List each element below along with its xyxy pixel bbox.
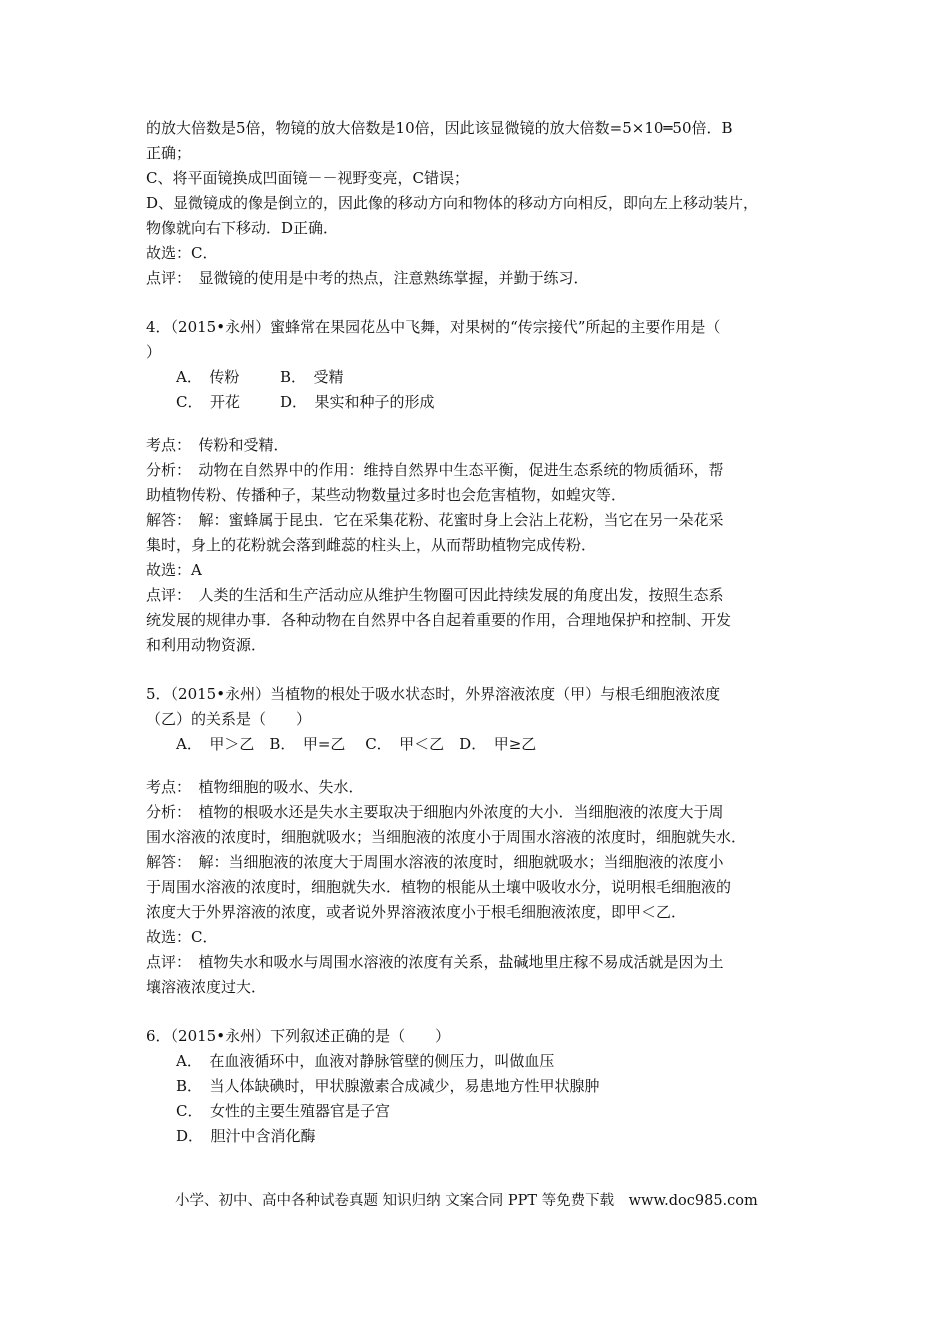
q6-option-a: A． 在血液循环中，血液对静脉管壁的侧压力，叫做血压 <box>176 1052 555 1070</box>
q4-key-point: 考点： 传粉和受精． <box>146 436 289 454</box>
q4-option-a: A． 传粉 <box>176 368 240 386</box>
q4-option-c: C． 开花 <box>176 393 240 411</box>
q5-stem-continued: （乙）的关系是（ ） <box>146 710 312 728</box>
q5-stem: 5．（2015•永州）当植物的根处于吸水状态时，外界溶液浓度（甲）与根毛细胞液浓度 <box>146 685 721 703</box>
q3-explanation-line: D、显微镜成的像是倒立的，因此像的移动方向和物体的移动方向相反，即向左上移动装片， <box>146 194 759 212</box>
q5-solution: 于周围水溶液的浓度时，细胞就失水．植物的根能从土壤中吸收水分，说明根毛细胞液的 <box>146 878 732 896</box>
q4-solution: 解答： 解：蜜蜂属于昆虫．它在采集花粉、花蜜时身上会沾上花粉，当它在另一朵花采 <box>146 511 724 529</box>
q4-options-row-1 <box>146 365 826 390</box>
q4-option-b: B． 受精 <box>280 368 344 386</box>
q3-explanation-line: C、将平面镜换成凹面镜－－视野变亮，C错误； <box>146 169 469 187</box>
q3-review: 点评： 显微镜的使用是中考的热点，注意熟练掌握，并勤于练习． <box>146 269 589 287</box>
document-page <box>146 116 826 1149</box>
q4-review: 点评： 人类的生活和生产活动应从维护生物圈可因此持续发展的角度出发，按照生态系 <box>146 586 724 604</box>
q4-review: 统发展的规律办事．各种动物在自然界中各自起着重要的作用，合理地保护和控制、开发 <box>146 611 732 629</box>
q3-explanation-line: 物像就向右下移动．D正确． <box>146 219 339 237</box>
q4-stem: 4．（2015•永州）蜜蜂常在果园花丛中飞舞，对果树的“传宗接代”所起的主要作用是（ <box>146 318 721 336</box>
q5-solution: 浓度大于外界溶液的浓度，或者说外界溶液浓度小于根毛细胞液浓度，即甲＜乙． <box>146 903 687 921</box>
q5-options: A． 甲＞乙 B． 甲=乙 C． 甲＜乙 D． 甲≥乙 <box>176 735 537 753</box>
q6-option-b: B． 当人体缺碘时，甲状腺激素合成减少，易患地方性甲状腺肿 <box>176 1077 600 1095</box>
q4-analysis: 分析： 动物在自然界中的作用：维持自然界中生态平衡，促进生态系统的物质循环，帮 <box>146 461 724 479</box>
page-footer: 小学、初中、高中各种试卷真题 知识归纳 文案合同 PPT 等免费下载 www.doc985.com <box>175 1193 758 1209</box>
q5-answer: 故选：C． <box>146 928 218 946</box>
q5-review: 点评： 植物失水和吸水与周围水溶液的浓度有关系，盐碱地里庄稼不易成活就是因为土 <box>146 953 724 971</box>
q5-analysis: 分析： 植物的根吸水还是失水主要取决于细胞内外浓度的大小．当细胞液的浓度大于周 <box>146 803 724 821</box>
q5-analysis: 围水溶液的浓度时，细胞就吸水；当细胞液的浓度小于周围水溶液的浓度时，细胞就失水． <box>146 828 747 846</box>
q3-answer: 故选：C． <box>146 244 218 262</box>
q6-option-c: C． 女性的主要生殖器官是子宫 <box>176 1102 390 1120</box>
q3-explanation-line: 正确； <box>146 144 192 162</box>
q4-stem-continued: ） <box>146 343 162 361</box>
q6-option-d: D． 胆汁中含消化酶 <box>176 1127 316 1145</box>
q4-option-d: D． 果实和种子的形成 <box>280 393 435 411</box>
q6-stem: 6．（2015•永州）下列叙述正确的是（ ） <box>146 1027 451 1045</box>
q5-solution: 解答： 解：当细胞液的浓度大于周围水溶液的浓度时，细胞就吸水；当细胞液的浓度小 <box>146 853 724 871</box>
q4-answer: 故选：A <box>146 561 202 579</box>
q4-review: 和利用动物资源． <box>146 636 267 654</box>
q5-key-point: 考点： 植物细胞的吸水、失水． <box>146 778 364 796</box>
q4-options-row-2 <box>146 390 826 415</box>
q3-explanation-line: 的放大倍数是5倍，物镜的放大倍数是10倍，因此该显微镜的放大倍数=5×10═50倍．B <box>146 119 733 137</box>
q5-review: 壤溶液浓度过大． <box>146 978 267 996</box>
q4-analysis: 助植物传粉、传播种子，某些动物数量过多时也会危害植物，如蝗灾等． <box>146 486 627 504</box>
q4-solution: 集时，身上的花粉就会落到雌蕊的柱头上，从而帮助植物完成传粉． <box>146 536 597 554</box>
